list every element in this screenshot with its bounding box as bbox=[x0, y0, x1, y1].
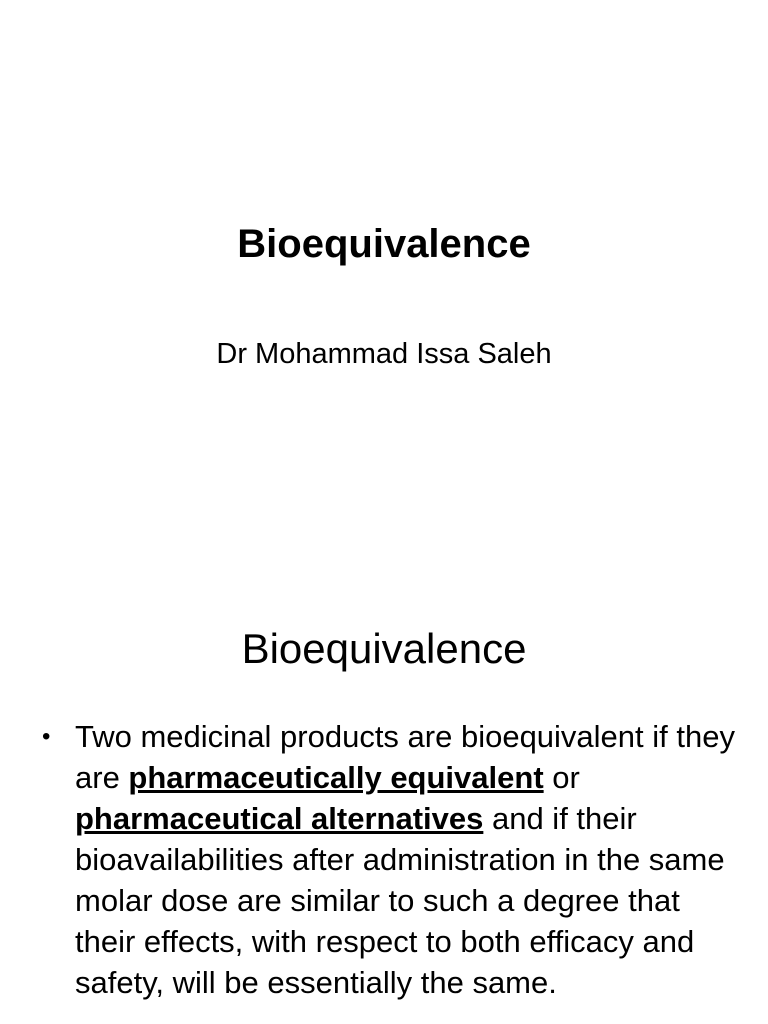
bullet-text-part3: and if their bioavailabilities after administration in the same molar dose are similar to such a degree that their effects, with respect to both efficacy and safety, will be essentially the same. bbox=[75, 801, 725, 1000]
bullet-marker: • bbox=[42, 723, 51, 750]
slide-heading: Bioequivalence bbox=[241, 625, 527, 672]
term-pharmaceutical-alternatives: pharmaceutical alternatives bbox=[75, 801, 484, 836]
bullet-list bbox=[40, 716, 740, 1003]
term-pharmaceutically-equivalent: pharmaceutically equivalent bbox=[128, 760, 544, 795]
content-slide bbox=[0, 576, 768, 1024]
bullet-text-part1: Two medicinal products are bioequivalent if they are bbox=[75, 719, 735, 795]
bullet-text-part2: or bbox=[543, 760, 580, 795]
author-name: Dr Mohammad Issa Saleh bbox=[216, 338, 552, 370]
slide-title: Bioequivalence bbox=[237, 222, 531, 266]
bullet-item bbox=[40, 716, 740, 1003]
